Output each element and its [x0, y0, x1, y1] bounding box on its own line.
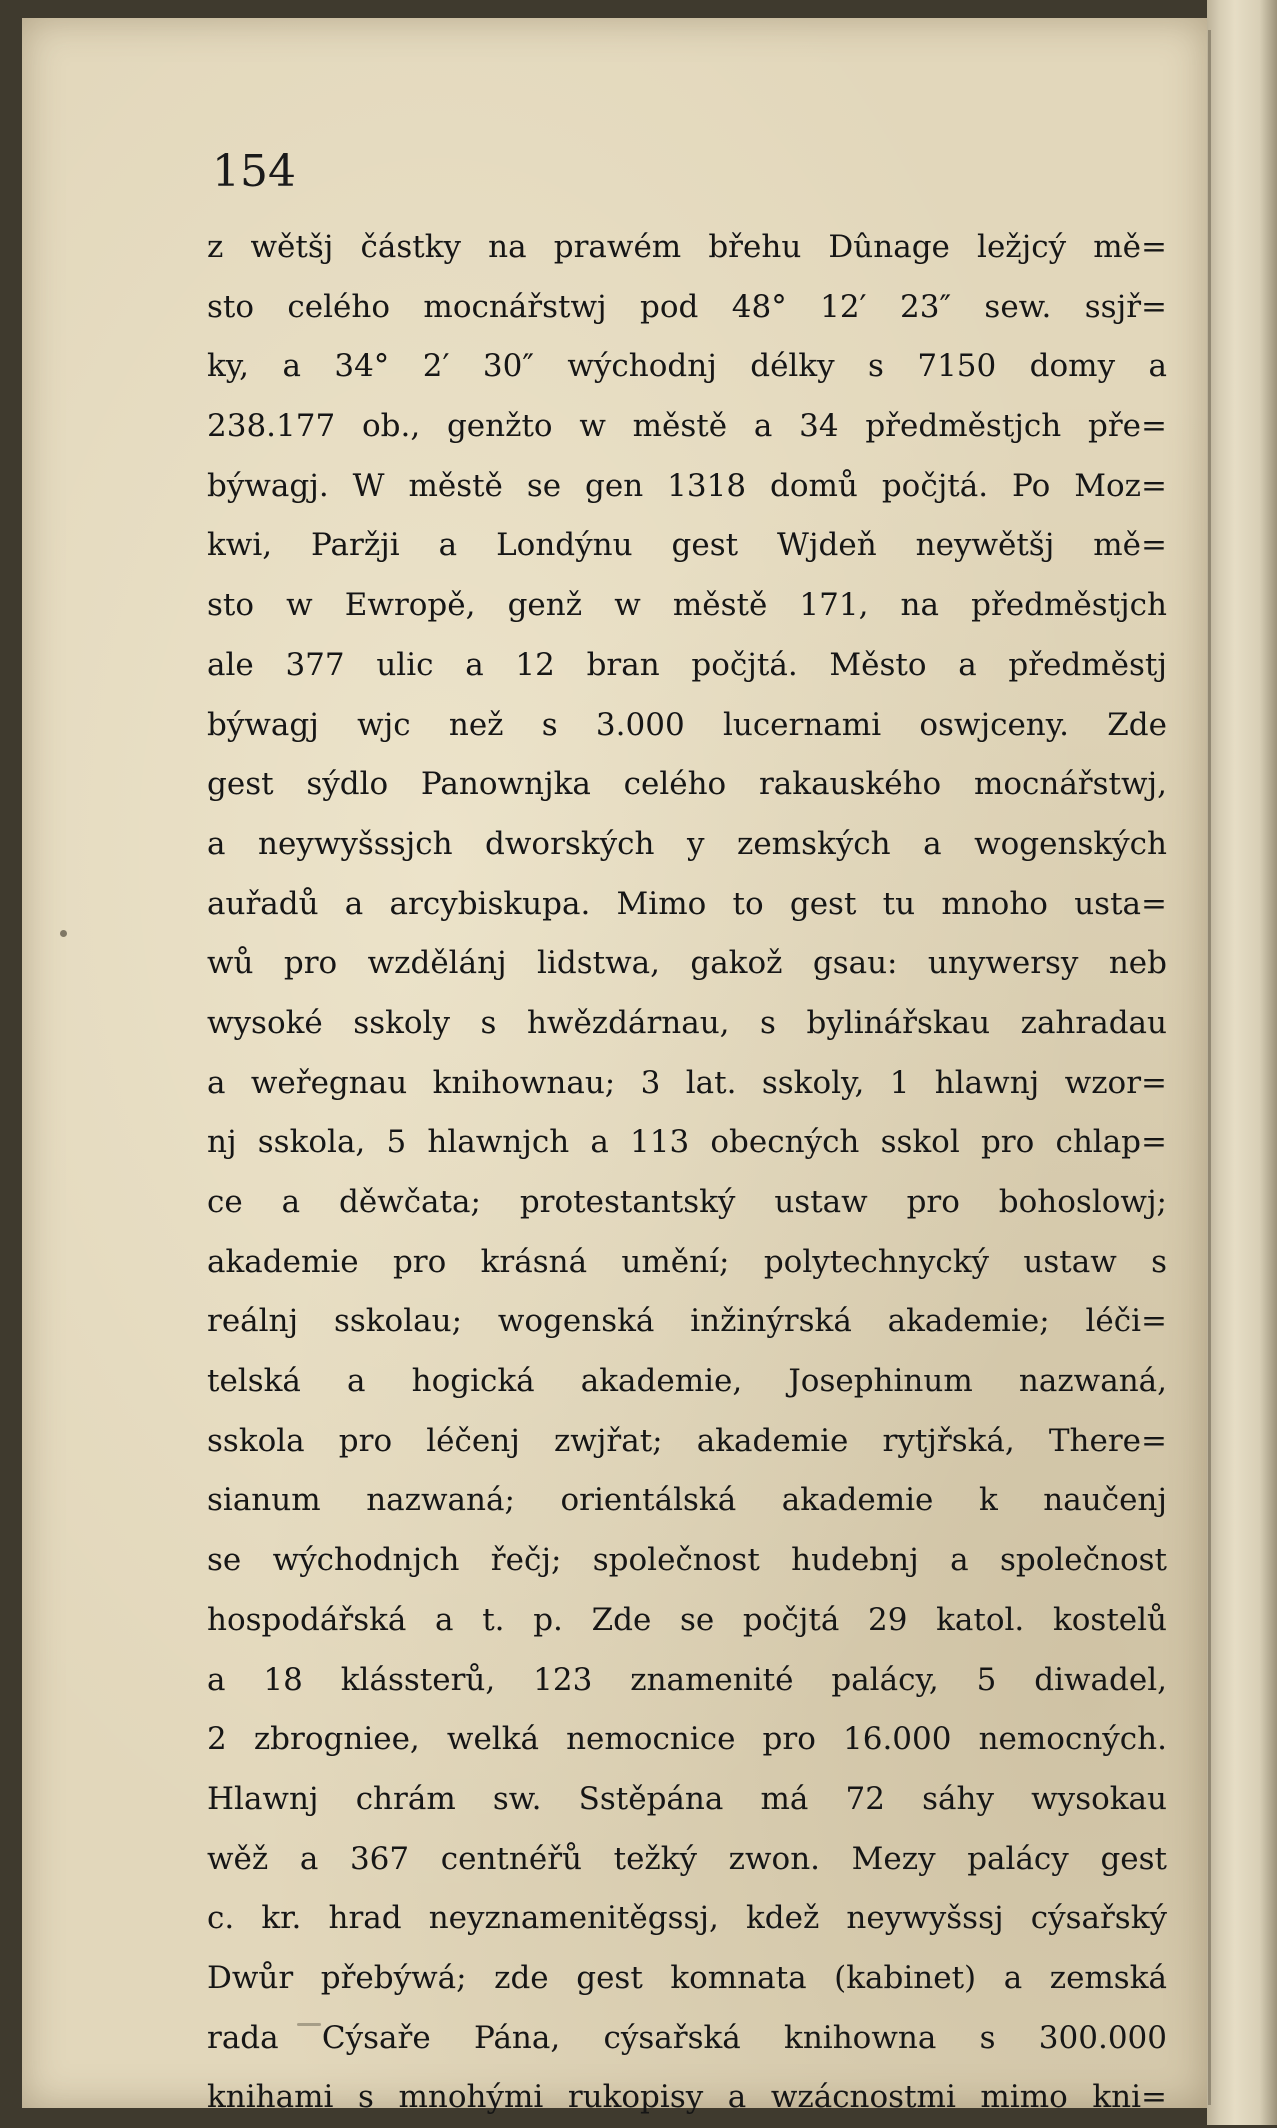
- text-line: a weřegnau knihownau; 3 lat. sskoly, 1 hlawnj wzor=: [207, 1064, 1167, 1101]
- text-line: Dwůr přebýwá; zde gest komnata (kabinet) a zemská: [207, 1959, 1167, 1996]
- text-line: a neywyšssjch dworských y zemských a wogenských: [207, 825, 1167, 862]
- text-line: 238.177 ob., genžto w městě a 34 předměstjch pře=: [207, 408, 1167, 445]
- text-line: auřadů a arcybiskupa. Mimo to gest tu mnoho usta=: [207, 885, 1167, 922]
- book-page: [22, 18, 1207, 2116]
- text-line: reálnj sskolau; wogenská inžinýrská akademie; léči=: [207, 1303, 1167, 1340]
- text-line: c. kr. hrad neyznamenitěgssj, kdež neywyšssj cýsařský: [207, 1900, 1167, 1937]
- text-line: býwagj wjc než s 3.000 lucernami oswjceny. Zde: [207, 706, 1167, 743]
- text-line: wů pro wzdělánj lidstwa, gakož gsau: unywersy neb: [207, 945, 1167, 982]
- text-line: hospodářská a t. p. Zde se počjtá 29 katol. kostelů: [207, 1601, 1167, 1638]
- text-line: rada Cýsaře Pána, cýsařská knihowna s 300.000: [207, 2019, 1167, 2056]
- text-line: sto celého mocnářstwj pod 48° 12′ 23″ sew. ssjř=: [207, 288, 1167, 325]
- text-line: Hlawnj chrám sw. Sstěpána má 72 sáhy wysokau: [207, 1780, 1167, 1817]
- text-line: sianum nazwaná; orientálská akademie k naučenj: [207, 1482, 1167, 1519]
- page-number: 154: [212, 146, 296, 197]
- text-line: nj sskola, 5 hlawnjch a 113 obecných sskol pro chlap=: [207, 1124, 1167, 1161]
- text-line: kwi, Paržji a Londýnu gest Wjdeň neywětšj mě=: [207, 527, 1167, 564]
- text-line: wysoké sskoly s hwězdárnau, s bylinářskau zahradau: [207, 1004, 1167, 1041]
- text-line: knihami s mnohými rukopisy a wzácnostmi mimo kni=: [207, 2079, 1167, 2116]
- paper-speck: [60, 930, 67, 937]
- text-line: akademie pro krásná umění; polytechnycký ustaw s: [207, 1243, 1167, 1280]
- paper-speck: [297, 2023, 321, 2026]
- text-line: ky, a 34° 2′ 30″ wýchodnj délky s 7150 domy a: [207, 348, 1167, 385]
- text-line: telská a hogická akademie, Josephinum nazwaná,: [207, 1363, 1167, 1400]
- text-line: z wětšj částky na prawém břehu Dûnage ležjcý mě=: [207, 229, 1167, 265]
- text-line: gest sýdlo Panownjka celého rakauského mocnářstwj,: [207, 766, 1167, 803]
- text-line: a 18 klássterů, 123 znamenité palácy, 5 diwadel,: [207, 1661, 1167, 1698]
- text-line: se wýchodnjch řečj; společnost hudebnj a společnost: [207, 1542, 1167, 1579]
- page-fold: [1208, 30, 1211, 2105]
- text-line: ce a děwčata; protestantský ustaw pro bohoslowj;: [207, 1184, 1167, 1220]
- text-line: sskola pro léčenj zwjřat; akademie rytjřská, There=: [207, 1422, 1167, 1459]
- body-text: [207, 218, 1167, 2128]
- book-gutter: [1207, 0, 1277, 2125]
- text-line: 2 zbrogniee, welká nemocnice pro 16.000 nemocných.: [207, 1721, 1167, 1758]
- text-line: wěž a 367 centnéřů težký zwon. Mezy palácy gest: [207, 1840, 1167, 1877]
- text-line: ale 377 ulic a 12 bran počjtá. Město a předměstj: [207, 646, 1167, 683]
- text-line: býwagj. W městě se gen 1318 domů počjtá. Po Moz=: [207, 467, 1167, 504]
- text-line: sto w Ewropě, genž w městě 171, na předměstjch: [207, 587, 1167, 624]
